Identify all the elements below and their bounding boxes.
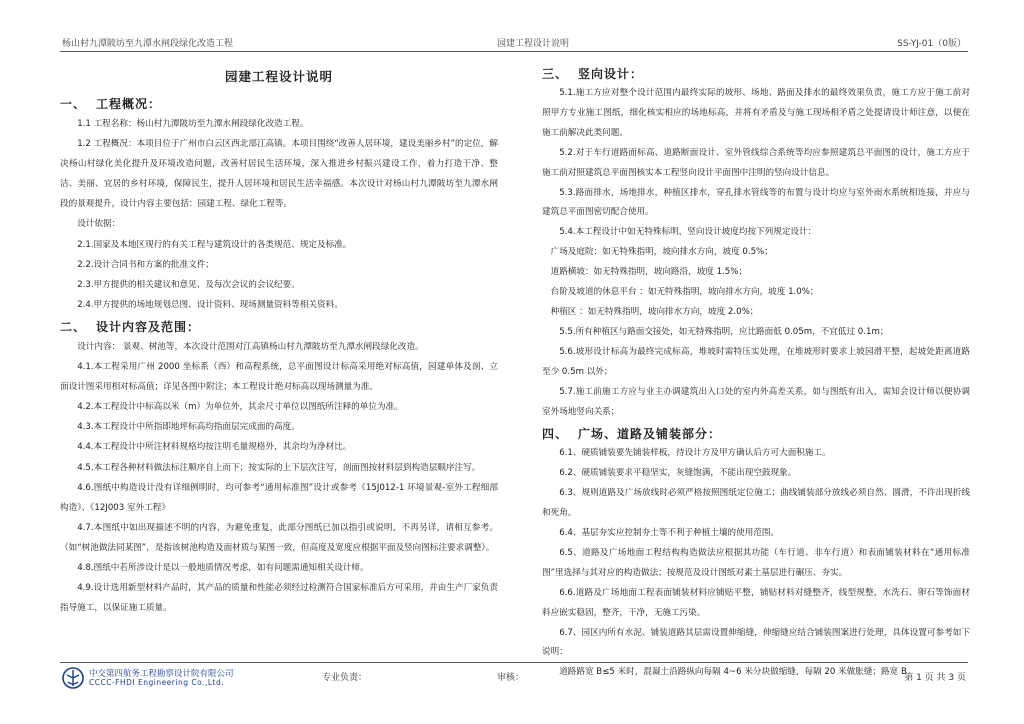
paragraph: 1.1 工程名称：杨山村九潭陂坊至九潭水闸段绿化改造工程。 [77,119,309,129]
slope-item: 台阶及坡道的休息平台 ：如无特殊指明，坡向排水方向，坡度 1.0%； [550,287,819,298]
paragraph: 4.2.本工程设计中标高以米（m）为单位外，其余尺寸单位以图纸所注释的单位为准。 [77,402,403,413]
paragraph: 4.1.本工程采用广州 2000 坐标系（西）和高程系统，总平面图设计标高采用绝对标高值，园建单体及剖、立面设计图采用相对标高值；详见各图中附注；本工程设计绝对标高以现场测量为准。 [60,362,498,393]
paragraph: 6.2、硬质铺装要求平稳坚实，灰缝饱满，不能出现空鼓现象。 [559,468,797,479]
paragraph: 5.2.对于车行道路面标高、道路断面设计、室外管线综合系统等均应参照建筑总平面图的设计，施工方应于施工前对照建筑总平面图核实本工程竖向设计平面图中注明的竖向设计信息。 [542,147,970,178]
paragraph: 2.3.甲方提供的相关建议和意见、及每次会议的会议纪要。 [77,279,300,290]
right-column [542,62,970,683]
paragraph: 4.9.设计选用新型材料产品时，其产品的质量和性能必须经过检测符合国家标准后方可采用，并由生产厂家负责指导施工，以保证施工质量。 [60,583,498,614]
slope-item: 广场及庭院：如无特殊指明，坡向排水方向，坡度 0.5%； [550,247,773,258]
paragraph: 4.5.本工程各种材料做法标注顺序自上而下；按实际的上下层次注写，剖面图按材料层到构造层顺序注写。 [77,462,481,473]
paragraph: 4.3.本工程设计中所指即地坪标高均指面层完成面的高度。 [77,422,300,433]
project-name: 杨山村九潭陂坊至九潭水闸段绿化改造工程 [62,39,234,49]
basis-title: 设计依据： [77,219,121,230]
section-heading-overview: 一、 工程概况： [60,97,162,111]
paragraph: 4.7.本图纸中如出现描述不明的内容，为避免重复，此部分图纸已加以指引或说明，不再另详，请相互参考。（如“树池做法同某图”，是指该树池构造及面材质与某图一致，但高度及宽度应根据平面及竖向图标注要求调整）。 [60,522,498,553]
slope-item: 种植区 ：如无特殊指明，坡向排水方向，坡度 2.0%； [550,306,759,317]
paragraph: 6.4、基层夯实应控制夯土等不利于种植土壤的使用范围。 [559,528,780,539]
paragraph: 5.1.施工方应对整个设计范围内最终实际的坡形、场地、路面及排水的最终效果负责，施工方应于施工前对照甲方专业施工图纸，细化核实相应的场地标高，并将有矛盾及与施工现场相矛盾之处提请设计师注意，以便在施工前解决此类问题。 [542,88,970,138]
paragraph: 6.7、园区内所有水泥、铺装道路其层需设置伸缩缝，伸缩缝应结合铺装图案进行处理，具体设置可参考如下说明： [542,627,970,658]
paragraph: 设计内容： 景观、树池等，本次设计范围对江高镇杨山村九潭陂坊至九潭水闸段绿化改造。 [77,341,424,352]
paragraph: 6.5、道路及广场地面工程结构构造做法应根据其功能（车行道、非车行道）和表面铺装材料在“通用标准图”里选择与其对应的构造做法；按规范及设计图纸对素土基层进行碾压、夯实。 [542,547,970,578]
paragraph: 4.8.图纸中若所涉设计是以一般地质情况考虑，如有问题需通知相关设计师。 [77,562,369,573]
company-name: 中交第四航务工程勘察设计院有限公司 [89,669,234,679]
company-name-en: CCCC-FHDI Engineering Co.,Ltd. [89,678,225,687]
section-heading-vertical: 三、 竖向设计： [542,67,644,81]
doc-code: SS-YJ-01（0版） [897,39,966,49]
paragraph: 4.4.本工程设计中所注材料规格均按注明毛量规格外，其余均为净材比。 [77,442,352,453]
paragraph: 2.2.设计合同书和方案的批准文件； [77,259,214,270]
responsible-label: 专业负责： [322,673,368,683]
header-rule [60,51,968,52]
paragraph: 1.2 工程概况：本项目位于广州市白云区西北部江高镇。本项目围绕“改善人居环境，建设美丽乡村”的定位，解决杨山村绿化美化提升及环境改造问题，改善村居民生活环境，深入推进乡村振兴建设工作，着力打造干净、整洁、美丽、宜居的乡村环境，保障民生，提升人居环境和居民生活幸福感。本次设计对杨山村九潭陂坊至九潭水闸段的景观提升，设计内容主要包括：园建工程、绿化工程等。 [60,139,498,210]
page-header [0,36,1024,50]
paragraph: 2.1.国家及本地区现行的有关工程与建筑设计的各类规范、规定及标准。 [77,239,352,250]
page-number: 第 1 页 共 3 页 [904,673,966,683]
paragraph: 5.4.本工程设计中如无特殊标明，竖向设计坡度均按下列规定设计： [559,227,817,238]
paragraph: 5.3.路面排水，场地排水，种植区排水，穿孔排水管线等的布置与设计均应与室外雨水系统相连接，并应与建筑总平面图密切配合使用。 [542,187,970,218]
paragraph: 6.3、规则道路及广场放线时必须严格按照图纸定位施工；曲线铺装部分放线必须自然、圆滑，不许出现折线和死角。 [542,488,970,519]
review-label: 审核： [497,673,525,683]
section-heading-paving: 四、 广场、道路及铺装部分： [542,427,722,442]
paragraph: 5.6.坡形设计标高为最终完成标高，堆坡时需特压实处理，在堆坡形时要求上坡园滑平整，起坡处距离道路至少 0.5m 以外； [542,346,970,377]
company-logo-icon [62,667,84,689]
paragraph: 5.7.施工前施工方应与业主办调建筑出入口处的室内外高差关系，如与图纸有出入，需知会设计师以便协调室外场地竖向关系； [542,386,970,417]
slope-item: 道路横坡：如无特殊指明，坡向路沿，坡度 1.5%； [550,267,748,278]
paragraph: 道路路宽 B≤5 米时，混凝土沿路纵向每隔 4~6 米分块做缩缝，每隔 20 米做胀缝；路宽 B [559,667,907,678]
paragraph: 5.5.所有种植区与路面交接处，如无特殊指明，应比路面低 0.05m，不宜低过 0.1m； [559,326,889,337]
paragraph: 2.4.甲方提供的场地规划总图、设计资料、现场测量资料等相关资料。 [77,299,343,310]
section-heading-scope: 二、 设计内容及范围： [60,319,201,334]
header-doc-name: 园建工程设计说明 [497,39,570,49]
page-title: 园建工程设计说明 [224,69,333,84]
paragraph: 4.6.图纸中构造设计没有详细例明时，均可参考“通用标准图”设计或参考《15J012-1 环境景观-室外工程细部构造》、《12J003 室外工程》 [60,482,498,513]
paragraph: 6.1、硬质铺装要先铺装样板，待设计方及甲方确认后方可大面积施工。 [559,448,831,459]
left-column [60,62,498,618]
paragraph: 6.6.道路及广场地面工程表面铺装材料应铺贴平整，铺贴材料对缝整齐，线型规整，水洗石、卵石等饰面材料应嵌实稳固，整齐，干净，无施工污染。 [542,587,970,618]
